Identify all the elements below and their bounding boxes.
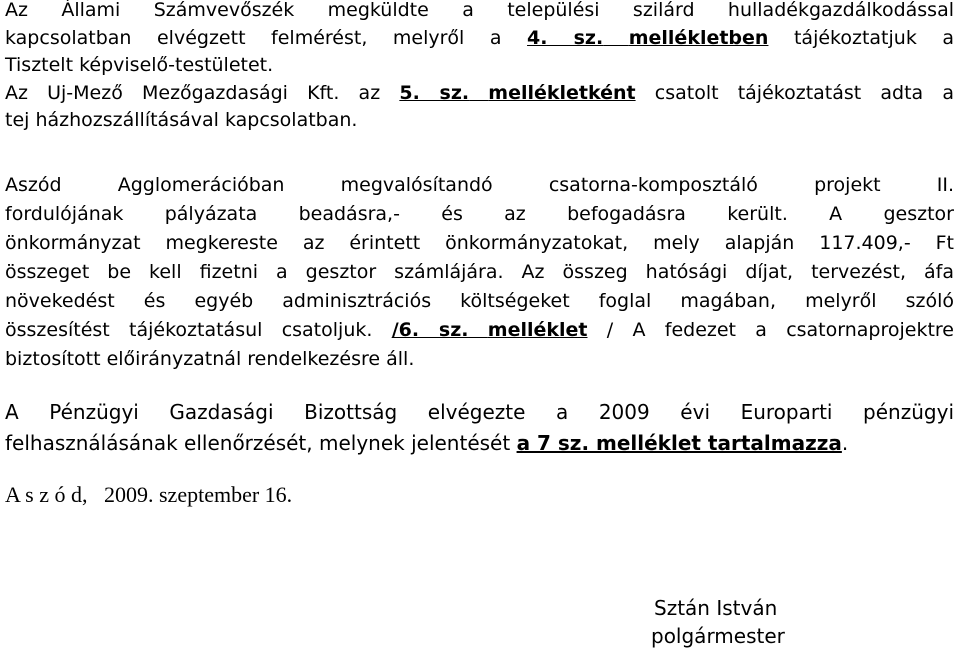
attachment-reference: /6. sz. <box>391 319 469 341</box>
text-segment <box>469 319 488 341</box>
signature-block <box>651 594 785 650</box>
text-segment: csatolt tájékoztatást adta a <box>635 81 954 104</box>
attachment-reference: mellékletben <box>628 26 769 49</box>
text-segment: / A fedezet a csatornaprojektre <box>587 319 954 341</box>
paragraph-1 <box>5 0 954 135</box>
paragraph-3-line-2 <box>5 428 954 459</box>
paragraph-2-line-5: növekedést és egyéb adminisztrációs költségeket foglal magában, melyről szóló <box>5 290 954 312</box>
text-segment: összesítést tájékoztatásul csatoljuk. <box>5 319 392 341</box>
signatory-name: Sztán István <box>654 596 778 620</box>
attachment-reference: 4. sz. <box>527 26 604 49</box>
paragraph-2-line-4: összeget be kell fizetni a gesztor számlájára. Az összeg hatósági díjat, tervezést, áfa <box>5 261 954 283</box>
paragraph-1-line-2 <box>5 25 954 53</box>
attachment-reference: mellékletként <box>488 81 636 104</box>
paragraph-2 <box>5 171 954 374</box>
signatory-title: polgármester <box>651 624 785 648</box>
text-segment: tájékoztatjuk a <box>768 26 955 49</box>
text-segment: felhasználásának ellenőrzését, melynek jelentését <box>5 431 517 455</box>
text-segment: kapcsolatban elvégzett felmérést, melyről a <box>5 26 528 49</box>
paragraph-1-line-3: Tisztelt képviselő-testületet. <box>5 54 274 76</box>
paragraph-2-line-1: Aszód Agglomerációban megvalósítandó csatorna-komposztáló projekt II. <box>5 174 954 196</box>
text-segment: Az Uj-Mező Mezőgazdasági Kft. az <box>5 81 400 104</box>
attachment-reference: 5. sz. <box>399 81 470 104</box>
paragraph-1-line-5: tej házhozszállításával kapcsolatban. <box>5 109 358 131</box>
text-segment <box>603 27 629 49</box>
paragraph-2-line-2: fordulójának pályázata beadásra,- és az befogadásra került. A gesztor <box>5 203 954 225</box>
attachment-reference: a 7 sz. melléklet tartalmazza <box>516 431 842 455</box>
attachment-reference: melléklet <box>487 319 588 341</box>
text-segment: . <box>841 431 849 455</box>
paragraph-1-line-4 <box>5 80 954 108</box>
paragraph-3 <box>5 397 954 459</box>
text-segment <box>469 82 488 104</box>
paragraph-2-line-7: biztosított előirányzatnál rendelkezésre áll. <box>5 348 415 370</box>
paragraph-2-line-6 <box>5 316 954 345</box>
paragraph-2-line-3: önkormányzat megkereste az érintett önkormányzatokat, mely alapján 117.409,- Ft <box>5 232 954 254</box>
paragraph-3-line-1: A Pénzügyi Gazdasági Bizottság elvégezte a 2009 évi Europarti pénzügyi <box>5 400 954 424</box>
date-line: A s z ó d, 2009. szeptember 16. <box>5 482 293 507</box>
paragraph-1-line-1: Az Állami Számvevőszék megküldte a települési szilárd hulladékgazdálkodással <box>5 0 954 21</box>
